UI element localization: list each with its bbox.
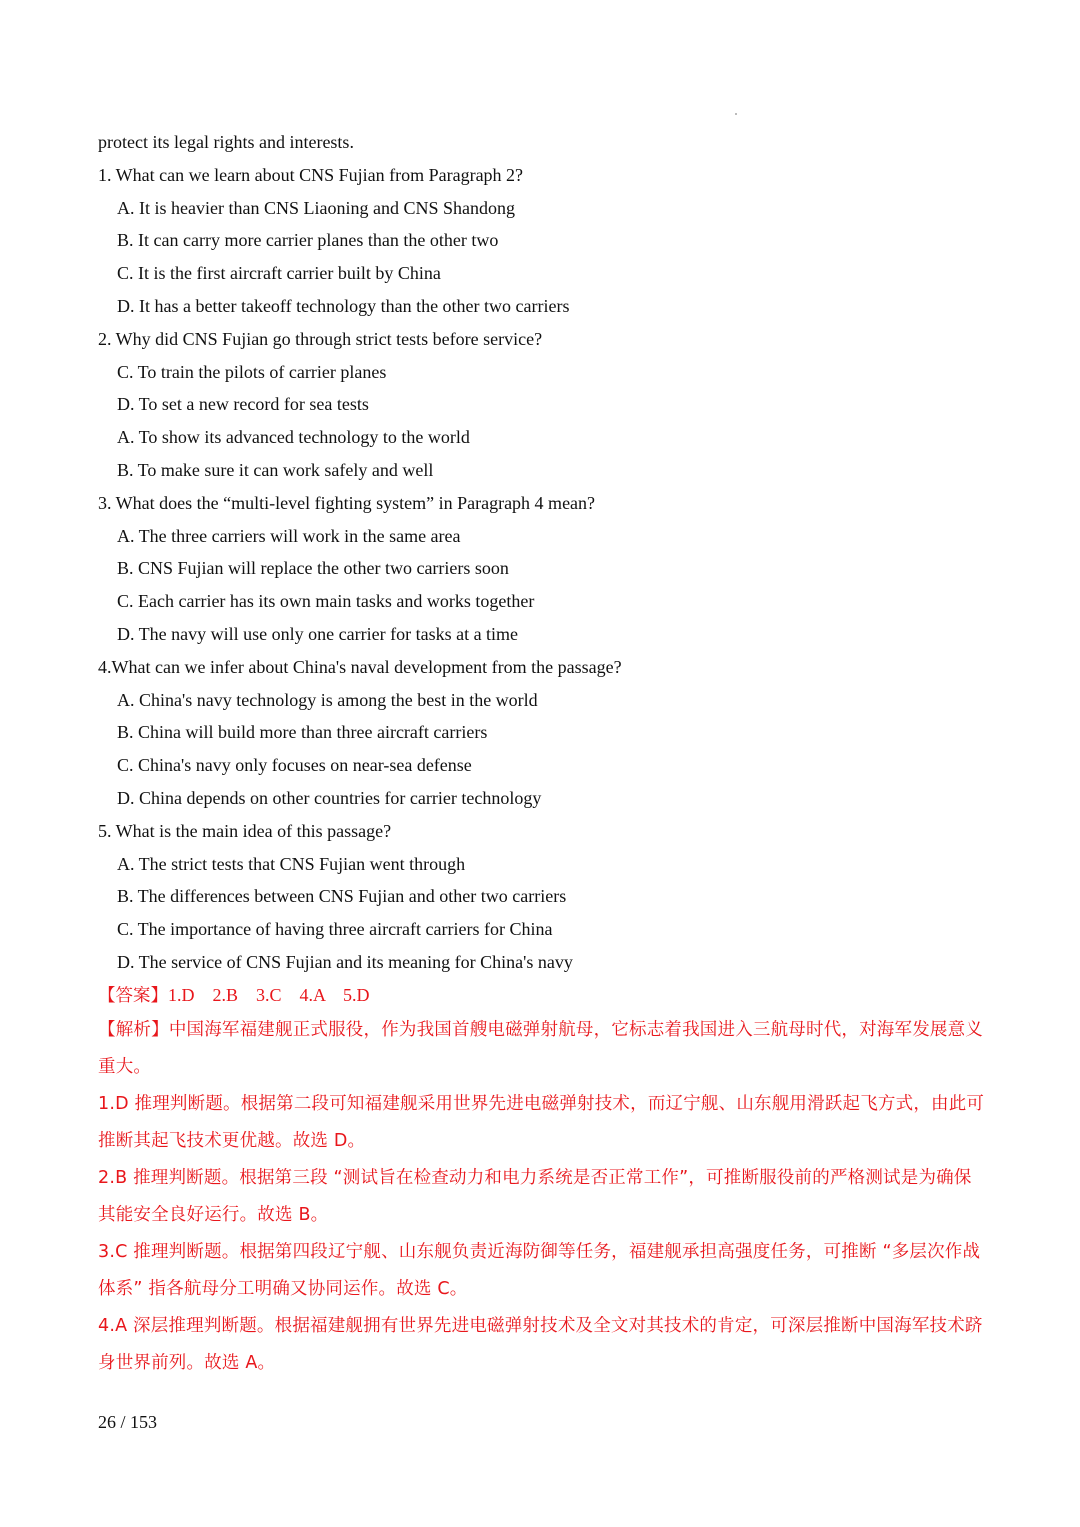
question-stem: 1. What can we learn about CNS Fujian from Paragraph 2? [98, 164, 524, 185]
question-1 [98, 159, 988, 323]
question-stem: 4.What can we infer about China's naval development from the passage? [98, 656, 622, 677]
answer-key [98, 979, 988, 1012]
analysis-intro-text: 中国海军福建舰正式服役，作为我国首艘电磁弹射航母，它标志着我国进入三航母时代，对海军发展意义重大。 [98, 1019, 984, 1077]
question-3 [98, 487, 988, 651]
option-b: B. China will build more than three aircraft carriers [117, 722, 488, 743]
question-stem: 3. What does the “multi-level fighting system” in Paragraph 4 mean? [98, 492, 596, 513]
question-2 [98, 323, 988, 487]
question-4 [98, 651, 988, 815]
scan-speck [735, 113, 737, 115]
option-d: D. To set a new record for sea tests [117, 394, 369, 415]
analysis-label: 【解析】 [98, 1019, 169, 1040]
analysis-item-4: 4.A 深层推理判断题。根据福建舰拥有世界先进电磁弹射技术及全文对其技术的肯定，可深层推断中国海军技术跻身世界前列。故选 A。 [98, 1315, 983, 1373]
option-d: D. The service of CNS Fujian and its meaning for China's navy [117, 951, 573, 972]
analysis-intro [98, 1012, 988, 1086]
option-c: C. It is the first aircraft carrier built by China [117, 263, 441, 284]
question-stem: 5. What is the main idea of this passage? [98, 820, 392, 841]
analysis-item-1: 1.D 推理判断题。根据第二段可知福建舰采用世界先进电磁弹射技术，而辽宁舰、山东舰用滑跃起飞方式，由此可推断其起飞技术更优越。故选 D。 [98, 1093, 985, 1151]
option-b: B. To make sure it can work safely and well [117, 459, 434, 480]
page-number: 26 / 153 [98, 1412, 158, 1432]
option-a: A. The strict tests that CNS Fujian went through [117, 853, 466, 874]
analysis-item-2: 2.B 推理判断题。根据第三段 “测试旨在检查动力和电力系统是否正常工作”，可推断服役前的严格测试是为确保其能安全良好运行。故选 B。 [98, 1167, 972, 1225]
option-c: C. The importance of having three aircraft carriers for China [117, 919, 553, 940]
option-d: D. It has a better takeoff technology than the other two carriers [117, 295, 570, 316]
question-stem: 2. Why did CNS Fujian go through strict tests before service? [98, 328, 543, 349]
analysis-section [98, 1012, 988, 1382]
option-a: A. To show its advanced technology to the world [117, 427, 470, 448]
option-a: A. The three carriers will work in the same area [117, 525, 461, 546]
option-c: C. China's navy only focuses on near-sea defense [117, 755, 472, 776]
option-d: D. China depends on other countries for carrier technology [117, 787, 542, 808]
option-b: B. It can carry more carrier planes than the other two [117, 230, 499, 251]
answer-key-values: 1.D 2.B 3.C 4.A 5.D [168, 984, 370, 1005]
option-b: B. CNS Fujian will replace the other two carriers soon [117, 558, 509, 579]
answer-key-label: 【答案】 [98, 985, 168, 1006]
option-c: C. To train the pilots of carrier planes [117, 361, 387, 382]
analysis-item-3: 3.C 推理判断题。根据第四段辽宁舰、山东舰负责近海防御等任务，福建舰承担高强度任务，可推断 “多层次作战体系” 指各航母分工明确又协同运作。故选 C。 [98, 1241, 981, 1299]
option-d: D. The navy will use only one carrier for tasks at a time [117, 623, 519, 644]
passage-tail: protect its legal rights and interests. [98, 132, 354, 152]
option-b: B. The differences between CNS Fujian and other two carriers [117, 886, 567, 907]
option-a: A. China's navy technology is among the best in the world [117, 689, 538, 710]
question-5 [98, 815, 988, 979]
option-a: A. It is heavier than CNS Liaoning and CNS Shandong [117, 197, 515, 218]
page-content [98, 126, 988, 1382]
option-c: C. Each carrier has its own main tasks and works together [117, 591, 535, 612]
